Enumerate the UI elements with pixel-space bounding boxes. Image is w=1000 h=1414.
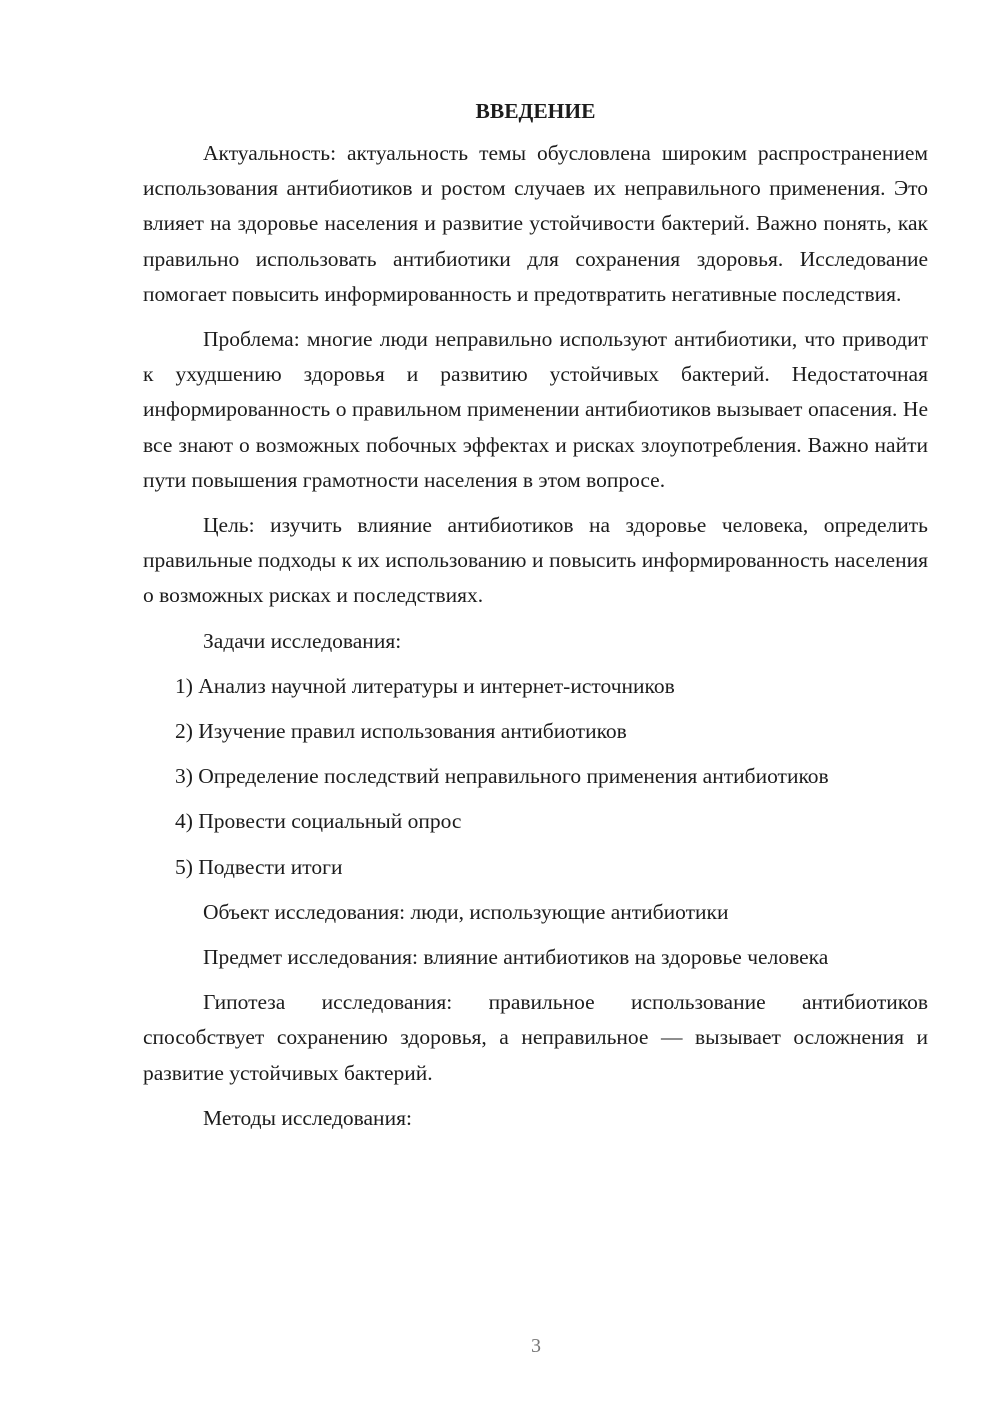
page-number: 3 [531, 1335, 541, 1357]
goal-paragraph: Цель: изучить влияние антибиотиков на здоровье человека, определить правильные подходы к их использованию и повысить информированность населения о возможных рисках и последствиях. [143, 513, 928, 608]
tasks-heading: Задачи исследования: [203, 628, 402, 653]
subject-paragraph: Предмет исследования: влияние антибиотиков на здоровье человека [203, 945, 829, 970]
object-paragraph: Объект исследования: люди, использующие антибиотики [203, 899, 729, 924]
task-item: 4) Провести социальный опрос [175, 809, 462, 834]
page-content [143, 96, 928, 1146]
section-title: ВВЕДЕНИЕ [475, 99, 596, 123]
hypothesis-paragraph: Гипотеза исследования: правильное использование антибиотиков способствует сохранению здоровья, а неправильное — вызывает осложнения и развитие устойчивых бактерий. [143, 990, 928, 1085]
methods-heading: Методы исследования: [203, 1105, 412, 1130]
task-item: 5) Подвести итоги [175, 854, 343, 879]
task-item: 1) Анализ научной литературы и интернет-источников [175, 673, 675, 698]
task-item: 3) Определение последствий неправильного применения антибиотиков [175, 764, 829, 789]
problem-paragraph: Проблема: многие люди неправильно используют антибиотики, что приводит к ухудшению здоровья и развитию устойчивых бактерий. Недостаточная информированность о правильном применении антибиотиков вызывает опасения. Не все знают о возможных побочных эффектах и рисках злоупотребления. Важно найти пути повышения грамотности населения в этом вопросе. [143, 327, 928, 492]
task-item: 2) Изучение правил использования антибиотиков [175, 719, 627, 744]
relevance-paragraph: Актуальность: актуальность темы обусловлена широким распространением использования антибиотиков и ростом случаев их неправильного применения. Это влияет на здоровье населения и развитие устойчивости бактерий. Важно понять, как правильно использовать антибиотики для сохранения здоровья. Исследование помогает повысить информированность и предотвратить негативные последствия. [143, 141, 928, 306]
